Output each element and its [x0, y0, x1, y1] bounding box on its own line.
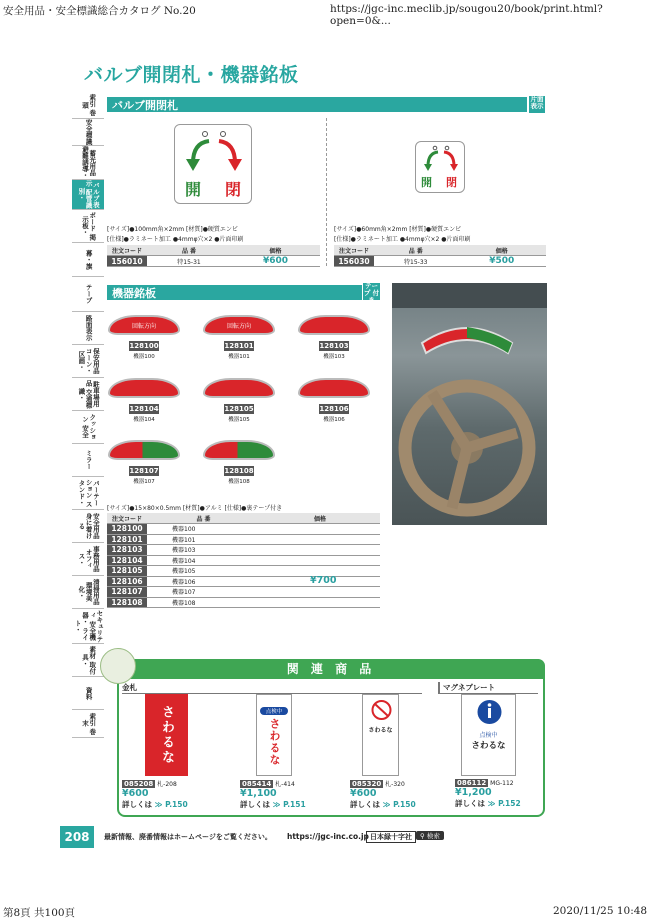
page-number: 208: [60, 826, 94, 848]
sidebar-tab[interactable]: ミラー: [72, 444, 104, 477]
order-code: 128105: [107, 566, 147, 577]
section-tag: テープ 付き: [363, 282, 380, 304]
print-header-url: https://jgc-inc.meclib.jp/sougou20/book/print.html?open=0&...: [330, 3, 603, 27]
sidebar-tab[interactable]: 事務用品 オフィス・: [72, 543, 104, 576]
col-name: 品 番: [147, 513, 260, 524]
price: ¥600: [122, 788, 149, 799]
product-no: 機器107: [147, 587, 260, 598]
product-no: MG-112: [490, 780, 514, 787]
price-cell: [260, 587, 380, 598]
plate-name: 機器103: [323, 354, 345, 360]
plate-name: 機器100: [133, 354, 155, 360]
price: ¥1,200: [455, 787, 492, 798]
section-tag: 片面 表示: [528, 95, 546, 114]
price: ¥1,100: [240, 788, 277, 799]
price-table-valve-small: [334, 245, 546, 267]
sidebar-tab[interactable]: 清掃用品 環境美化・: [72, 576, 104, 609]
table-row: [107, 545, 380, 556]
product-no: 機器103: [147, 545, 260, 556]
product-no: 機器108: [147, 597, 260, 608]
product-no: 札-320: [385, 781, 405, 788]
order-code: 085414: [242, 780, 272, 788]
sidebar-tab[interactable]: 索引 巻末: [72, 710, 104, 738]
plate-name: 機器101: [228, 354, 250, 360]
divider: [326, 118, 327, 266]
order-code: 128103: [107, 545, 147, 556]
plate-name: 機器108: [228, 479, 250, 485]
col-price: 価格: [458, 245, 546, 256]
related-item[interactable]: [240, 779, 306, 810]
plate-code: 128106: [319, 405, 349, 413]
plate-name: 機器105: [228, 417, 250, 423]
mascot-icon: [100, 648, 136, 684]
plate-128107: [108, 440, 180, 460]
product-no: 札-208: [157, 781, 177, 788]
related-cat-kanafuda: 金札: [122, 682, 422, 694]
sidebar-tab[interactable]: 蓄光用品 避難誘導・: [72, 146, 104, 180]
plates-price: ¥700: [310, 575, 337, 586]
plate-name: 機器106: [323, 417, 345, 423]
price-cell: [260, 545, 380, 556]
spec-line: [サイズ]●100mm角×2mm [材質]●硬質エンビ: [107, 226, 238, 233]
detail-link[interactable]: [455, 798, 521, 809]
price: ¥500: [458, 256, 546, 267]
sign-085208: さわるな: [145, 694, 188, 776]
plate-name: 機器104: [133, 417, 155, 423]
related-item[interactable]: [122, 779, 188, 810]
section-title: バルブ開閉札: [112, 98, 178, 112]
order-code: 156010: [107, 256, 147, 267]
company-search-box[interactable]: 日本緑十字社: [366, 831, 416, 843]
col-code: 注文コード: [334, 245, 374, 256]
related-item[interactable]: [350, 779, 416, 810]
plate-128105: [203, 378, 275, 398]
sign-text: さわるな: [368, 727, 393, 734]
footer-url[interactable]: https://jgc-inc.co.jp: [287, 832, 369, 841]
col-code: 注文コード: [107, 245, 147, 256]
related-cat-magnet: マグネプレート: [438, 682, 538, 694]
price-cell: [260, 555, 380, 566]
close-label: 閉: [446, 176, 457, 189]
sign-text: さわるな: [471, 741, 506, 751]
sidebar-tab[interactable]: 保安用品 コーン・区画・: [72, 345, 104, 378]
detail-page: ≫ P.150: [382, 800, 416, 809]
table-row: [107, 555, 380, 566]
plate-name: 機器107: [133, 479, 155, 485]
valve-sign-small: [415, 141, 465, 193]
sidebar-tab[interactable]: テープ: [72, 277, 104, 312]
detail-page: ≫ P.151: [272, 800, 306, 809]
product-no: 機器101: [147, 534, 260, 545]
product-no: 特15-31: [147, 256, 231, 267]
sign-top: 点検中: [260, 707, 288, 715]
product-no: 札-414: [275, 781, 295, 788]
sidebar-tab[interactable]: 路面表示: [72, 312, 104, 345]
plate-128103: [298, 315, 370, 335]
col-price: 価格: [231, 245, 320, 256]
info-icon: [462, 698, 517, 726]
plate-code: 128104: [129, 405, 159, 413]
order-code: 128100: [107, 524, 147, 535]
plate-code: 128107: [129, 467, 159, 475]
plate-code: 128108: [224, 467, 254, 475]
plate-code: 128103: [319, 342, 349, 350]
footer-notice: 最新情報、廃番情報はホームページをご覧ください。: [104, 833, 272, 841]
price-cell: [260, 534, 380, 545]
plate-code: 128100: [129, 342, 159, 350]
product-no: 機器104: [147, 555, 260, 566]
product-no: 機器100: [147, 524, 260, 535]
related-title: 関 連 商 品: [117, 659, 545, 679]
sign-085320: [362, 694, 399, 776]
sidebar-tab[interactable]: 幕・旗: [72, 243, 104, 277]
plate-text: 回転方向: [132, 323, 157, 330]
detail-link[interactable]: [350, 799, 416, 810]
print-footer-date: 2020/11/25 10:48: [553, 905, 648, 917]
order-code: 156030: [334, 256, 374, 267]
product-no: 機器106: [147, 576, 260, 587]
open-label: 開: [421, 176, 432, 189]
search-icon: ⚲: [420, 832, 425, 840]
order-code: 128101: [107, 534, 147, 545]
price-table-plates: [107, 513, 380, 608]
sidebar-tab[interactable]: バルブ表示 配管識別・: [72, 180, 104, 210]
table-row: [107, 534, 380, 545]
spec-line: [サイズ]●15×80×0.5mm [材質]●アルミ [仕様]●裏テープ付き: [107, 505, 283, 512]
price: ¥600: [231, 256, 320, 267]
price-cell: [260, 597, 380, 608]
plate-128101: [203, 315, 275, 335]
sidebar-tab[interactable]: パーテーション スタンド・: [72, 477, 104, 510]
detail-label: 詳しくは: [240, 800, 270, 809]
sidebar-tab[interactable]: 素材 取付具・: [72, 644, 104, 677]
order-code: 128108: [107, 597, 147, 608]
section-bar-valve: [107, 97, 527, 112]
order-code: 128107: [107, 587, 147, 598]
sidebar-tab[interactable]: 索引 巻頭: [72, 92, 104, 119]
plate-128108: [203, 440, 275, 460]
spec-line: [サイズ]●60mm角×2mm [材質]●硬質エンビ: [334, 226, 462, 233]
detail-page: ≫ P.152: [487, 799, 521, 808]
detail-link[interactable]: [122, 799, 188, 810]
plate-128104: [108, 378, 180, 398]
plate-code: 128101: [224, 342, 254, 350]
section-bar-plates: [107, 285, 362, 300]
search-label: 検索: [426, 832, 440, 840]
no-touch-icon: [363, 699, 400, 721]
print-header-title: 安全用品・安全標識総合カタログ No.20: [3, 5, 196, 17]
table-row: [107, 524, 380, 535]
sign-top: 点検中: [479, 732, 498, 739]
price-cell: [260, 524, 380, 535]
sidebar-tab[interactable]: ボード 掲示板・: [72, 210, 104, 243]
product-no: 機器105: [147, 566, 260, 577]
table-row: [107, 587, 380, 598]
table-row: [107, 566, 380, 577]
print-footer-page: 第8頁 共100頁: [3, 907, 76, 919]
related-item[interactable]: [455, 779, 521, 809]
section-title: 機器銘板: [112, 286, 156, 300]
plate-code: 128105: [224, 405, 254, 413]
valve-sign-large: [174, 124, 252, 204]
sidebar-tab[interactable]: 駐車場用品 交通標識・: [72, 378, 104, 411]
sign-085414: [256, 694, 292, 776]
detail-label: 詳しくは: [455, 799, 485, 808]
col-price: 価格: [260, 513, 380, 524]
price-table-valve-large: [107, 245, 320, 267]
spec-line: [仕様]●ラミネート加工 ●4mmφ穴×2 ●片面印刷: [107, 236, 244, 243]
sidebar-tab[interactable]: 安全用品 身に着ける: [72, 510, 104, 543]
arrows-icon: [175, 127, 253, 183]
sidebar-tab[interactable]: 安全標識: [72, 119, 104, 146]
sidebar-tab[interactable]: セキュリティ 安全機器・ ライト・: [73, 609, 104, 643]
order-code: 085320: [352, 780, 382, 788]
order-code: 085208: [124, 780, 154, 788]
valve-handwheel-photo: [392, 283, 547, 525]
col-name: 品 番: [147, 245, 231, 256]
spec-line: [仕様]●ラミネート加工 ●4mmφ穴×2 ●片面印刷: [334, 236, 471, 243]
product-photo: [392, 283, 547, 525]
product-no: 特15-33: [374, 256, 458, 267]
plate-text: 回転方向: [227, 323, 252, 330]
order-code: 128106: [107, 576, 147, 587]
price: ¥600: [350, 788, 377, 799]
plate-128106: [298, 378, 370, 398]
table-row: [107, 576, 380, 587]
detail-label: 詳しくは: [122, 800, 152, 809]
open-label: 開: [185, 180, 202, 199]
page-title: バルブ開閉札・機器銘板: [84, 64, 299, 86]
detail-page: ≫ P.150: [154, 800, 188, 809]
sidebar-tab[interactable]: 資料: [72, 677, 104, 710]
search-button[interactable]: [416, 831, 444, 840]
col-name: 品 番: [374, 245, 458, 256]
sidebar-tab[interactable]: クッション 安全: [72, 411, 104, 444]
close-label: 閉: [225, 180, 242, 199]
sign-text: さわるな: [268, 718, 281, 766]
sign-086112: [461, 694, 516, 776]
table-row: [107, 597, 380, 608]
plate-128100: [108, 315, 180, 335]
order-code: 128104: [107, 555, 147, 566]
detail-label: 詳しくは: [350, 800, 380, 809]
detail-link[interactable]: [240, 799, 306, 810]
order-code: 086112: [457, 779, 487, 787]
col-code: 注文コード: [107, 513, 147, 524]
